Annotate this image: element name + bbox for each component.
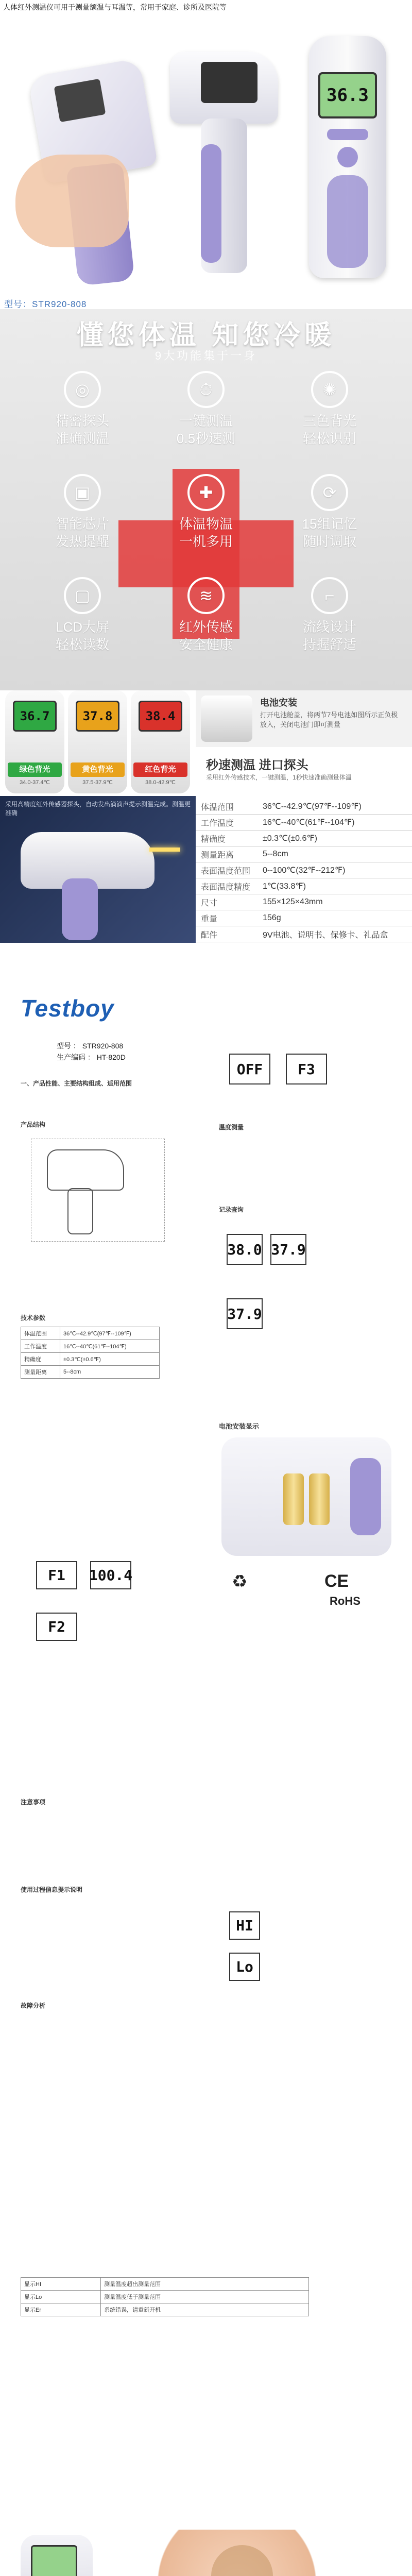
spec-key: 配件 xyxy=(201,930,218,940)
battery-title: 电池安装 xyxy=(260,698,297,708)
lcd-record-3: 37.9 xyxy=(227,1298,263,1329)
tech-table xyxy=(21,1327,160,1379)
ce-mark: CE xyxy=(324,1571,349,1591)
spec-row xyxy=(196,846,412,862)
battery-door-image xyxy=(201,696,252,742)
spec-row xyxy=(196,831,412,846)
lcd-off: OFF xyxy=(229,1054,270,1084)
spec-value: 1℃(33.8℉) xyxy=(263,882,306,891)
spec-row xyxy=(196,862,412,878)
brand-logo: Testboy xyxy=(21,995,114,1022)
feature-label: 一机多用 xyxy=(179,534,233,549)
baby-photo-section xyxy=(0,2524,412,2576)
spec-key: 体温范围 xyxy=(201,803,234,812)
speed-text: 采用红外传感技术，一键测温，1秒快速准确测量体温 xyxy=(206,774,352,781)
spec-value: 16℃--40℃(61℉--104℉) xyxy=(263,818,355,827)
model-line: 型号 ： STR920-808 xyxy=(57,1042,124,1050)
color-screen-device xyxy=(5,690,64,793)
spec-value: 9V电池、说明书、保修卡、礼品盒 xyxy=(263,930,388,940)
color-lcd: 36.7 xyxy=(13,701,57,732)
spec-key: 工作温度 xyxy=(201,819,234,828)
screen-icon: ▢ xyxy=(64,577,101,614)
lcd-hi: HI xyxy=(229,1911,260,1940)
color-range: 34.0-37.4℃ xyxy=(20,779,50,786)
color-label: 黄色背光 xyxy=(71,762,125,777)
lcd-record-2: 37.9 xyxy=(270,1234,306,1265)
feature-label: 体温物温 xyxy=(179,516,233,532)
section-label-6: 电池安装显示 xyxy=(219,1422,260,1430)
feature-item xyxy=(154,474,258,550)
feature-item xyxy=(31,371,134,447)
rohs-mark: RoHS xyxy=(330,1595,360,1607)
feature-label: 随时调取 xyxy=(302,534,356,549)
maker-line: 生产编码 ： HT-820D xyxy=(57,1053,126,1061)
hero-section xyxy=(0,0,412,309)
spec-section xyxy=(0,690,412,943)
spec-key: 精确度 xyxy=(201,835,226,844)
spec-key: 尺寸 xyxy=(201,899,218,908)
feature-label: 流线设计 xyxy=(302,619,356,635)
feature-label: LCD大屏 xyxy=(55,619,109,635)
fault-table xyxy=(21,2277,309,2316)
recycle-icon: ♻ xyxy=(232,1572,248,1591)
feature-label: 0.5秒速测 xyxy=(176,431,236,446)
spec-row xyxy=(196,815,412,831)
section-label-7: 注意事项 xyxy=(21,1799,46,1806)
spec-value: ±0.3℃(±0.6℉) xyxy=(263,834,317,843)
spec-val: 16℃--40℃(61℉--104℉) xyxy=(60,1340,159,1353)
feature-label: 三色背光 xyxy=(302,413,356,429)
fault-cell: 显示Er xyxy=(21,2303,101,2316)
fault-cell: 测量温度低于测量范围 xyxy=(101,2291,309,2303)
battery-photo xyxy=(221,1437,391,1556)
spec-val: 5--8cm xyxy=(60,1366,159,1379)
spec-val: ±0.3℃(±0.6℉) xyxy=(60,1353,159,1366)
section-label-3: 技术参数 xyxy=(21,1314,46,1321)
wave-icon: ≋ xyxy=(187,577,225,614)
chip-icon: ▣ xyxy=(64,474,101,511)
feature-label: 15组记忆 xyxy=(302,516,357,532)
lcd-f1: 100.4 xyxy=(90,1561,131,1589)
features-section xyxy=(0,309,412,690)
stopwatch-icon: ⏱ xyxy=(187,371,225,408)
spec-key: 重量 xyxy=(201,914,218,924)
thermometer-photo xyxy=(21,2535,93,2576)
spec-key: 精确度 xyxy=(21,1353,60,1366)
device-dark-image xyxy=(0,796,196,943)
feature-item xyxy=(154,371,258,447)
spec-row xyxy=(196,926,412,942)
lcd-lo: Lo xyxy=(229,1953,260,1981)
memory-icon: ⟳ xyxy=(311,474,348,511)
spec-val: 36℃--42.9℃(97℉--109℉) xyxy=(60,1327,159,1340)
feature-item xyxy=(154,577,258,653)
section-label-8: 使用过程信息提示说明 xyxy=(21,1886,83,1893)
color-screen-device xyxy=(131,690,190,793)
device-side-image xyxy=(154,21,283,289)
feature-item xyxy=(278,474,381,550)
feature-item xyxy=(31,474,134,550)
color-label: 红色背光 xyxy=(133,762,187,777)
spec-row xyxy=(196,894,412,910)
section-label-2: 产品结构 xyxy=(21,1121,46,1128)
model-label: 型号：STR920-808 xyxy=(4,299,87,309)
spec-row xyxy=(196,878,412,894)
color-label: 绿色背光 xyxy=(8,762,62,777)
fault-cell: 系统错误，请重新开机 xyxy=(101,2303,309,2316)
feature-label: 持握舒适 xyxy=(302,637,356,652)
fault-cell: 显示Lo xyxy=(21,2291,101,2303)
lcd-off-f3: F3 xyxy=(286,1054,327,1084)
battery-text: 打开电池舱盖，将两节7号电池如图所示正负极放入，关闭电池门即可测量 xyxy=(260,711,398,728)
color-lcd: 38.4 xyxy=(139,701,182,732)
color-screen-device xyxy=(68,690,127,793)
lcd-record-1: 38.0 xyxy=(227,1234,263,1265)
lcd-f2-label: F2 xyxy=(36,1613,77,1641)
gun-icon: ⌐ xyxy=(311,577,348,614)
cross-icon: ✚ xyxy=(187,474,225,511)
feature-label: 精密探头 xyxy=(55,413,109,429)
speed-title: 秒速测温 进口探头 xyxy=(206,758,308,772)
lcd-f1-label: F1 xyxy=(36,1561,77,1589)
feature-label: 安全健康 xyxy=(179,637,233,652)
spec-value: 5--8cm xyxy=(263,850,288,858)
features-subtitle: 9大功能集于一身 xyxy=(154,349,258,362)
lens-icon: ◎ xyxy=(64,371,101,408)
feature-label: 智能芯片 xyxy=(55,516,109,532)
bulb-icon: ✺ xyxy=(311,371,348,408)
spec-key: 体温范围 xyxy=(21,1327,60,1340)
header-text: 人体红外测温仪可用于测量额温与耳温等，常用于家庭、诊所及医院等 xyxy=(3,3,227,11)
color-lcd: 37.8 xyxy=(76,701,119,732)
feature-label: 准确测温 xyxy=(55,431,109,446)
feature-item xyxy=(278,371,381,447)
feature-label: 红外传感 xyxy=(179,619,233,635)
color-range: 37.5-37.9℃ xyxy=(82,779,113,786)
fault-cell: 显示HI xyxy=(21,2278,101,2291)
feature-label: 轻松读数 xyxy=(55,637,109,652)
section-label-1: 一、产品性能、主要结构组成、适用范围 xyxy=(21,1080,132,1087)
left-note: 采用高精度红外传感器探头，自动发出滴滴声提示测温完成。测温更准确 xyxy=(5,801,191,817)
feature-label: 发热提醒 xyxy=(55,534,109,549)
spec-value: 155×125×43mm xyxy=(263,897,323,906)
feature-label: 一键测温 xyxy=(179,413,233,429)
spec-row xyxy=(196,799,412,815)
spec-key: 测量距离 xyxy=(21,1366,60,1379)
feature-item xyxy=(31,577,134,653)
spec-row xyxy=(196,910,412,926)
spec-key: 工作温度 xyxy=(21,1340,60,1353)
baby-image xyxy=(134,2530,340,2576)
section-label-5: 记录查询 xyxy=(219,1206,244,1213)
spec-key: 表面温度范围 xyxy=(201,867,251,876)
battery-panel xyxy=(196,690,412,747)
features-title: 懂您体温 知您冷暖 xyxy=(76,320,336,350)
hand-image xyxy=(5,21,160,289)
section-label-4: 温度测量 xyxy=(219,1124,244,1131)
spec-key: 表面温度精度 xyxy=(201,883,251,892)
feature-label: 轻松识别 xyxy=(302,431,356,446)
spec-key: 测量距离 xyxy=(201,851,234,860)
spec-value: 156g xyxy=(263,913,281,922)
device-lcd: 36.3 xyxy=(318,72,377,118)
manual-section xyxy=(0,943,412,2076)
feature-item xyxy=(278,577,381,653)
color-range: 38.0-42.9℃ xyxy=(145,779,176,786)
fault-cell: 测量温度超出测量范围 xyxy=(101,2278,309,2291)
section-label-9: 故障分析 xyxy=(21,2002,46,2009)
manual-device-drawing xyxy=(31,1139,165,1242)
spec-value: 36℃--42.9℃(97℉--109℉) xyxy=(263,802,362,811)
spec-value: 0--100℃(32℉--212℉) xyxy=(263,866,346,875)
device-front-image xyxy=(288,21,407,289)
